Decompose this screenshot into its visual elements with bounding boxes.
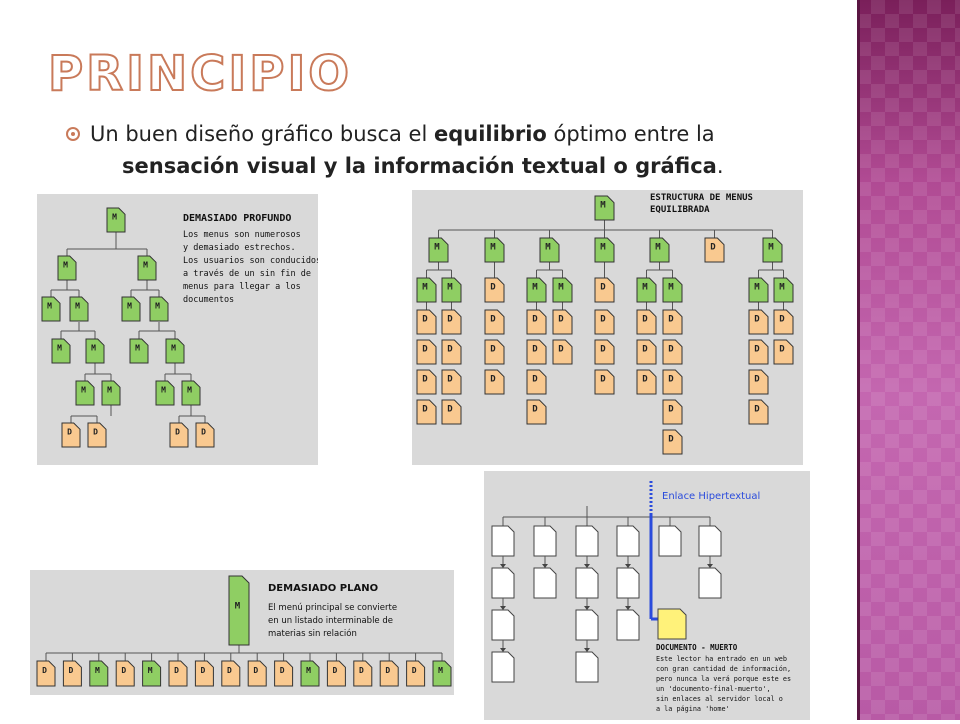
page-node xyxy=(534,526,556,556)
node-letter: D xyxy=(422,374,428,385)
node-letter: D xyxy=(447,404,453,415)
menu-node xyxy=(166,339,184,363)
node-letter: D xyxy=(422,314,428,325)
page-node xyxy=(576,610,598,640)
slide-title: PRINCIPIO xyxy=(48,46,353,102)
menu-node xyxy=(86,339,104,363)
page-node xyxy=(492,610,514,640)
node-letter: D xyxy=(201,427,206,437)
node-letter: M xyxy=(63,260,68,270)
node-letter: D xyxy=(668,344,674,355)
doc-node xyxy=(62,423,80,447)
node-letter: M xyxy=(81,385,86,395)
doc-node xyxy=(169,661,187,686)
bullet-bold2: sensación visual y la información textual o gráfica xyxy=(122,154,717,178)
profundo-line: y demasiado estrechos. xyxy=(183,243,296,253)
node-letter: D xyxy=(779,344,785,355)
page-node xyxy=(659,526,681,556)
doc-node xyxy=(63,661,81,686)
node-letter: D xyxy=(668,314,674,325)
node-letter: D xyxy=(332,665,338,675)
node-letter: D xyxy=(754,344,760,355)
doc-node xyxy=(485,278,504,302)
menu-node xyxy=(429,238,448,262)
doc-node xyxy=(442,310,461,334)
doc-node xyxy=(417,310,436,334)
doc-node xyxy=(637,310,656,334)
plano-tree xyxy=(30,570,454,695)
menu-node xyxy=(76,381,94,405)
node-letter: D xyxy=(668,434,674,445)
profundo-title: DEMASIADO PROFUNDO xyxy=(183,213,292,224)
menu-node xyxy=(107,208,125,232)
node-letter: D xyxy=(779,314,785,325)
node-letter: D xyxy=(385,665,391,675)
profundo-tree xyxy=(37,194,318,465)
plano-line: en un listado interminable de xyxy=(268,616,393,626)
node-letter: D xyxy=(532,314,538,325)
node-letter: M xyxy=(545,242,551,253)
menu-node xyxy=(749,278,768,302)
doc-node xyxy=(595,310,614,334)
arrow-head xyxy=(625,606,631,610)
menu-node xyxy=(150,297,168,321)
page-node xyxy=(617,568,639,598)
doc-node xyxy=(485,310,504,334)
menu-node xyxy=(774,278,793,302)
doc-node xyxy=(749,400,768,424)
node-letter: D xyxy=(411,665,417,675)
plano-line: materias sin relación xyxy=(268,629,357,639)
node-letter: D xyxy=(642,344,648,355)
menu-node xyxy=(90,661,108,686)
arrow-head xyxy=(625,564,631,568)
arrow-head xyxy=(542,564,548,568)
profundo-line: menus para llegar a los xyxy=(183,282,301,292)
doc-node xyxy=(663,370,682,394)
doc-node xyxy=(37,661,55,686)
dead-doc-line: a la página 'home' xyxy=(656,705,730,713)
node-letter: D xyxy=(668,404,674,415)
page-node xyxy=(576,568,598,598)
hipertextual-tree xyxy=(484,471,810,720)
node-letter: M xyxy=(600,200,606,211)
node-letter: M xyxy=(155,301,160,311)
node-letter: D xyxy=(200,665,206,675)
node-letter: D xyxy=(358,665,364,675)
page-node xyxy=(576,526,598,556)
equilibrada-tree xyxy=(412,190,803,465)
doc-node xyxy=(595,278,614,302)
node-letter: D xyxy=(121,665,127,675)
menu-node xyxy=(102,381,120,405)
doc-node xyxy=(595,370,614,394)
node-letter: M xyxy=(422,282,428,293)
node-letter: D xyxy=(175,427,180,437)
doc-node xyxy=(553,340,572,364)
menu-node xyxy=(156,381,174,405)
page-node xyxy=(492,652,514,682)
node-letter: D xyxy=(532,344,538,355)
node-letter: M xyxy=(306,665,311,675)
node-letter: D xyxy=(710,242,716,253)
bullet-text xyxy=(66,118,826,182)
profundo-line: Los usuarios son conducidos xyxy=(183,256,318,266)
arrow-head xyxy=(500,606,506,610)
menu-node xyxy=(130,339,148,363)
doc-node xyxy=(222,661,240,686)
page-node xyxy=(699,568,721,598)
node-letter: M xyxy=(447,282,453,293)
node-letter: D xyxy=(68,665,74,675)
node-letter: M xyxy=(655,242,661,253)
doc-node xyxy=(442,340,461,364)
equilibrada-title: EQUILIBRADA xyxy=(650,205,710,215)
doc-node xyxy=(637,370,656,394)
dead-doc-line: un 'documento-final-muerto', xyxy=(656,685,771,693)
arrow-head xyxy=(584,648,590,652)
node-letter: M xyxy=(107,385,112,395)
doc-node xyxy=(527,370,546,394)
doc-node xyxy=(553,310,572,334)
node-letter: M xyxy=(558,282,564,293)
bullet-part1: Un buen diseño gráfico busca el xyxy=(90,122,434,146)
node-letter: D xyxy=(422,404,428,415)
node-letter: M xyxy=(75,301,80,311)
arrow-head xyxy=(584,606,590,610)
doc-node xyxy=(663,340,682,364)
node-letter: M xyxy=(668,282,674,293)
page-node xyxy=(534,568,556,598)
dead-doc-line: pero nunca la verá porque este es xyxy=(656,675,792,683)
node-letter: D xyxy=(447,374,453,385)
node-letter: D xyxy=(490,374,496,385)
node-letter: D xyxy=(93,427,98,437)
doc-node xyxy=(442,400,461,424)
node-letter: M xyxy=(161,385,166,395)
node-letter: D xyxy=(668,374,674,385)
menu-node xyxy=(301,661,319,686)
doc-node xyxy=(88,423,106,447)
menu-node xyxy=(143,661,161,686)
arrow-head xyxy=(500,648,506,652)
page-node xyxy=(492,526,514,556)
node-letter: D xyxy=(67,427,72,437)
doc-node xyxy=(380,661,398,686)
node-letter: M xyxy=(754,282,760,293)
equilibrada-title: ESTRUCTURA DE MENUS xyxy=(650,193,753,203)
doc-node xyxy=(749,310,768,334)
node-letter: D xyxy=(174,665,179,675)
menu-node xyxy=(138,256,156,280)
bullet-part3: . xyxy=(716,154,724,178)
doc-node xyxy=(485,340,504,364)
doc-node xyxy=(663,310,682,334)
node-letter: D xyxy=(754,374,760,385)
hyperlink-label: Enlace Hipertextual xyxy=(662,491,761,502)
node-letter: M xyxy=(94,665,100,675)
node-letter: M xyxy=(112,212,117,222)
bullet-part2: óptimo entre la xyxy=(546,122,715,146)
menu-node xyxy=(595,238,614,262)
diagram-profundo xyxy=(37,194,318,465)
node-letter: M xyxy=(143,260,148,270)
menu-node xyxy=(650,238,669,262)
diagram-equilibrada xyxy=(412,190,803,465)
menu-node xyxy=(433,661,451,686)
page-node xyxy=(617,526,639,556)
node-letter: M xyxy=(187,385,192,395)
node-letter: D xyxy=(226,665,232,675)
node-letter: D xyxy=(447,344,453,355)
doc-node xyxy=(354,661,372,686)
doc-node xyxy=(749,370,768,394)
menu-node xyxy=(417,278,436,302)
diagram-hipertextual xyxy=(484,471,810,720)
menu-node xyxy=(553,278,572,302)
doc-node xyxy=(275,661,293,686)
menu-node xyxy=(122,297,140,321)
doc-node xyxy=(774,310,793,334)
doc-node xyxy=(195,661,213,686)
doc-node xyxy=(595,340,614,364)
node-letter: M xyxy=(147,665,153,675)
dead-doc-title: DOCUMENTO - MUERTO xyxy=(656,643,738,652)
plano-title: DEMASIADO PLANO xyxy=(268,583,379,594)
node-letter: M xyxy=(171,343,176,353)
dead-doc-line: Este lector ha entrado en un web xyxy=(656,655,787,663)
arrow-head xyxy=(584,564,590,568)
profundo-line: documentos xyxy=(183,295,235,305)
doc-node xyxy=(327,661,345,686)
doc-node xyxy=(749,340,768,364)
doc-node xyxy=(417,340,436,364)
bullet-bold1: equilibrio xyxy=(434,122,547,146)
menu-node xyxy=(229,576,249,645)
page-node xyxy=(658,609,686,639)
menu-node xyxy=(42,297,60,321)
page-node xyxy=(492,568,514,598)
node-letter: M xyxy=(532,282,538,293)
menu-node xyxy=(663,278,682,302)
node-letter: M xyxy=(91,343,96,353)
dead-doc-line: con gran cantidad de información, xyxy=(656,665,792,673)
doc-node xyxy=(248,661,266,686)
menu-node xyxy=(637,278,656,302)
arrow-head xyxy=(707,564,713,568)
profundo-line: Los menus son numerosos xyxy=(183,230,301,240)
doc-node xyxy=(116,661,134,686)
node-letter: M xyxy=(642,282,648,293)
node-letter: D xyxy=(558,314,564,325)
node-letter: M xyxy=(57,343,62,353)
node-letter: D xyxy=(532,404,538,415)
bullet-icon xyxy=(66,127,80,141)
node-letter: D xyxy=(754,314,760,325)
menu-node xyxy=(442,278,461,302)
menu-node xyxy=(763,238,782,262)
node-letter: D xyxy=(642,314,648,325)
doc-node xyxy=(527,400,546,424)
node-letter: D xyxy=(447,314,453,325)
page-node xyxy=(576,652,598,682)
page-node xyxy=(699,526,721,556)
menu-node xyxy=(540,238,559,262)
node-letter: M xyxy=(779,282,785,293)
doc-node xyxy=(407,661,425,686)
node-letter: D xyxy=(558,344,564,355)
node-letter: D xyxy=(490,282,496,293)
node-letter: M xyxy=(438,665,443,675)
node-letter: M xyxy=(434,242,440,253)
doc-node xyxy=(663,400,682,424)
doc-node xyxy=(663,430,682,454)
node-letter: D xyxy=(42,665,47,675)
doc-node xyxy=(527,310,546,334)
doc-node xyxy=(417,400,436,424)
node-letter: D xyxy=(600,282,606,293)
doc-node xyxy=(196,423,214,447)
menu-node xyxy=(485,238,504,262)
node-letter: M xyxy=(47,301,52,311)
doc-node xyxy=(442,370,461,394)
node-letter: D xyxy=(532,374,538,385)
node-letter: M xyxy=(135,343,140,353)
doc-node xyxy=(170,423,188,447)
node-letter: M xyxy=(600,242,606,253)
menu-node xyxy=(527,278,546,302)
node-letter: M xyxy=(768,242,774,253)
menu-node xyxy=(70,297,88,321)
plano-line: El menú principal se convierte xyxy=(268,603,398,613)
node-letter: D xyxy=(600,374,606,385)
node-letter: D xyxy=(754,404,760,415)
node-letter: M xyxy=(127,301,132,311)
node-letter: D xyxy=(642,374,648,385)
node-letter: D xyxy=(490,314,496,325)
node-letter: D xyxy=(253,665,259,675)
dead-doc-line: sin enlaces al servidor local o xyxy=(656,695,783,703)
page-node xyxy=(617,610,639,640)
doc-node xyxy=(527,340,546,364)
menu-node xyxy=(182,381,200,405)
doc-node xyxy=(637,340,656,364)
node-letter: D xyxy=(422,344,428,355)
doc-node xyxy=(705,238,724,262)
diagram-plano xyxy=(30,570,454,695)
node-letter: D xyxy=(490,344,496,355)
doc-node xyxy=(417,370,436,394)
decorative-side-band xyxy=(857,0,960,720)
node-letter: D xyxy=(600,344,606,355)
arrow-head xyxy=(500,564,506,568)
node-letter: D xyxy=(279,665,285,675)
menu-node xyxy=(52,339,70,363)
node-letter: D xyxy=(600,314,606,325)
node-letter: M xyxy=(234,601,241,612)
doc-node xyxy=(774,340,793,364)
profundo-line: a través de un sin fin de xyxy=(183,269,311,279)
menu-node xyxy=(58,256,76,280)
doc-node xyxy=(485,370,504,394)
menu-node xyxy=(595,196,614,220)
node-letter: M xyxy=(490,242,496,253)
